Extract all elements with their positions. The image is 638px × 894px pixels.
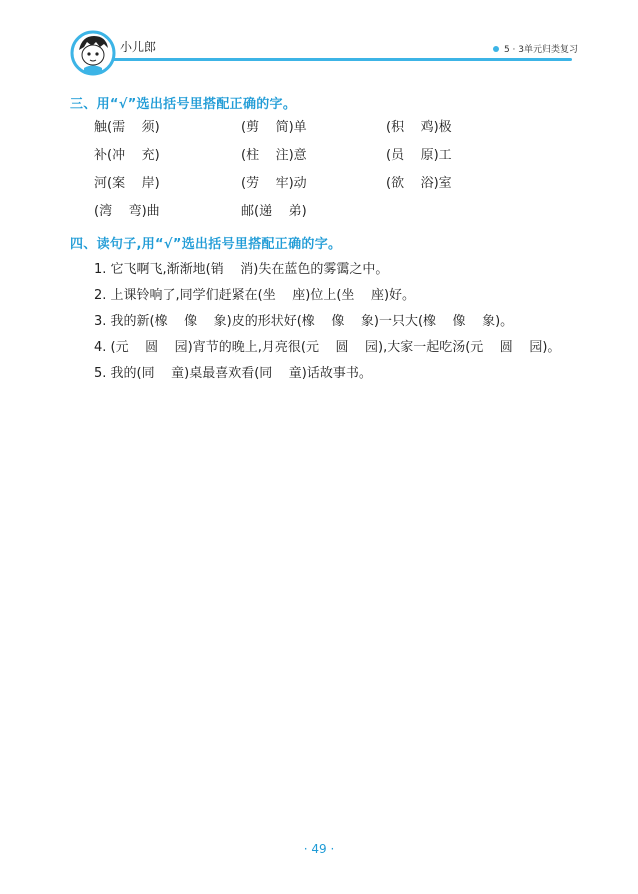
section3-title: 三、用“√”选出括号里搭配正确的字。 — [70, 97, 297, 112]
grid-cell: 河(案 岸) — [94, 176, 160, 191]
grid-row — [94, 144, 524, 172]
grid-cell: (湾 弯)曲 — [94, 204, 160, 219]
section-label-text: 5 · 3单元归类复习 — [503, 45, 578, 55]
grid-row — [94, 116, 524, 144]
boy-mascot-icon — [70, 30, 116, 76]
grid-row — [94, 200, 524, 228]
page-number: · 49 · — [303, 842, 335, 856]
header-rule — [112, 58, 572, 61]
bullet-icon — [493, 46, 499, 52]
sentence-item: 3. 我的新(橡 像 象)皮的形状好(橡 像 象)一只大(橡 像 象)。 — [94, 314, 514, 329]
word-choice-grid — [94, 116, 524, 228]
grid-cell: (柱 注)意 — [241, 148, 307, 163]
sentence-item: 2. 上课铃响了,同学们赶紧在(坐 座)位上(坐 座)好。 — [94, 288, 416, 303]
grid-row — [94, 172, 524, 200]
sentence-item: 4. (元 圆 园)宵节的晚上,月亮很(元 圆 园),大家一起吃汤(元 圆 园)。 — [94, 340, 561, 355]
page-header — [0, 0, 638, 90]
section4-title: 四、读句子,用“√”选出括号里搭配正确的字。 — [70, 237, 342, 252]
grid-cell: 补(冲 充) — [94, 148, 160, 163]
grid-cell: 触(需 须) — [94, 120, 160, 135]
grid-cell: 邮(递 弟) — [241, 204, 307, 219]
sentence-item: 1. 它飞啊飞,渐渐地(销 消)失在蓝色的雾霭之中。 — [94, 262, 389, 277]
section-label — [493, 42, 578, 55]
grid-cell: (积 鸡)极 — [386, 120, 452, 135]
sentence-list — [94, 258, 574, 388]
grid-cell: (劳 牢)动 — [241, 176, 307, 191]
sentence-item: 5. 我的(同 童)桌最喜欢看(同 童)话故事书。 — [94, 366, 372, 381]
grid-cell: (剪 简)单 — [241, 120, 307, 135]
grid-cell: (欲 浴)室 — [386, 176, 452, 191]
brand-name: 小儿郎 — [120, 40, 157, 54]
grid-cell: (员 原)工 — [386, 148, 452, 163]
